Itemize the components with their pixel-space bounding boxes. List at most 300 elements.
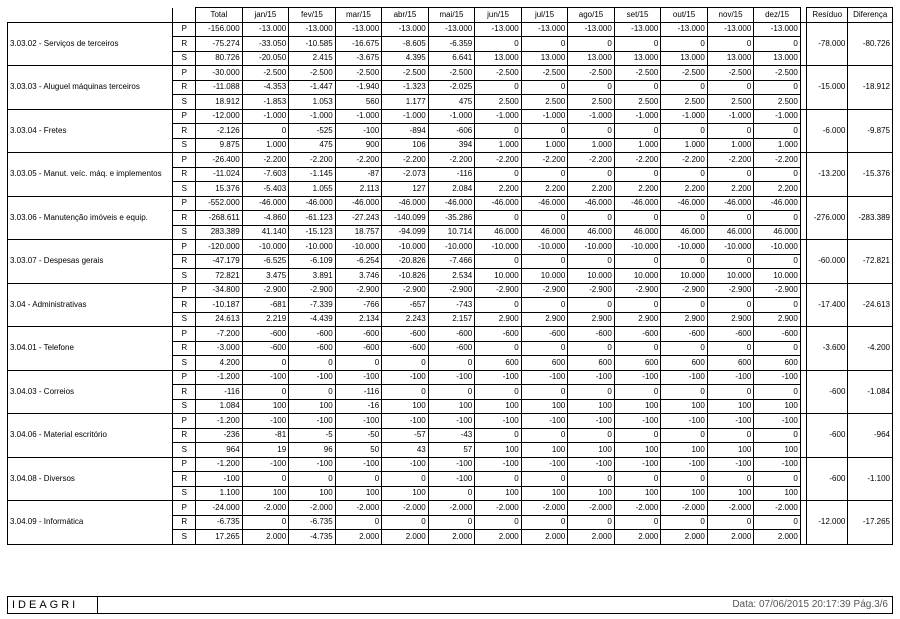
month-cell: -2.500 bbox=[475, 66, 522, 81]
month-cell: -2.000 bbox=[475, 501, 522, 516]
month-cell: -2.000 bbox=[661, 501, 708, 516]
month-cell: -5 bbox=[289, 428, 336, 443]
total-cell: 24.613 bbox=[196, 312, 243, 327]
month-cell: -7.603 bbox=[242, 167, 289, 182]
month-cell: -2.025 bbox=[428, 80, 475, 95]
month-cell: 10.714 bbox=[428, 225, 475, 240]
month-cell: -140.099 bbox=[382, 211, 429, 226]
month-cell: -10.000 bbox=[242, 240, 289, 255]
month-cell: -4.353 bbox=[242, 80, 289, 95]
month-cell: 0 bbox=[614, 211, 661, 226]
month-cell: 0 bbox=[521, 298, 568, 313]
table-row bbox=[8, 240, 893, 255]
month-cell: -100 bbox=[661, 414, 708, 429]
residuo-cell bbox=[807, 414, 848, 429]
diferenca-cell bbox=[848, 240, 893, 255]
col-mai: mai/15 bbox=[428, 8, 475, 23]
month-cell: -600 bbox=[335, 341, 382, 356]
total-cell: -6.735 bbox=[196, 515, 243, 530]
row-type: P bbox=[173, 66, 196, 81]
month-cell: -600 bbox=[335, 327, 382, 342]
residuo-cell bbox=[807, 66, 848, 81]
month-cell: -1.000 bbox=[614, 109, 661, 124]
total-cell: 4.200 bbox=[196, 356, 243, 371]
residuo-cell bbox=[807, 153, 848, 168]
month-cell: 0 bbox=[475, 341, 522, 356]
month-cell: -2.000 bbox=[568, 501, 615, 516]
month-cell: -100 bbox=[754, 457, 801, 472]
col-dez: dez/15 bbox=[754, 8, 801, 23]
month-cell: 100 bbox=[568, 399, 615, 414]
row-type: P bbox=[173, 283, 196, 298]
month-cell: -600 bbox=[614, 327, 661, 342]
month-cell: 0 bbox=[289, 356, 336, 371]
month-cell: -1.145 bbox=[289, 167, 336, 182]
total-cell: 80.726 bbox=[196, 51, 243, 66]
month-cell: 96 bbox=[289, 443, 336, 458]
diferenca-cell: -72.821 bbox=[848, 254, 893, 269]
month-cell: -1.000 bbox=[289, 109, 336, 124]
account-label: 3.03.07 - Despesas gerais bbox=[8, 240, 173, 284]
col-mar: mar/15 bbox=[335, 8, 382, 23]
residuo-cell: -15.000 bbox=[807, 80, 848, 95]
month-cell: -600 bbox=[521, 327, 568, 342]
month-cell: -100 bbox=[568, 414, 615, 429]
total-cell: -1.200 bbox=[196, 457, 243, 472]
month-cell: 0 bbox=[614, 515, 661, 530]
month-cell: 560 bbox=[335, 95, 382, 110]
month-cell: 0 bbox=[754, 298, 801, 313]
diferenca-cell bbox=[848, 501, 893, 516]
total-cell: -30.000 bbox=[196, 66, 243, 81]
total-cell: -100 bbox=[196, 472, 243, 487]
diferenca-cell bbox=[848, 182, 893, 197]
month-cell: -5.403 bbox=[242, 182, 289, 197]
month-cell: 2.000 bbox=[428, 530, 475, 545]
row-type: P bbox=[173, 414, 196, 429]
month-cell: -100 bbox=[335, 457, 382, 472]
diferenca-cell bbox=[848, 530, 893, 545]
diferenca-cell: -18.912 bbox=[848, 80, 893, 95]
table-row bbox=[8, 196, 893, 211]
row-type: R bbox=[173, 37, 196, 52]
month-cell: 6.641 bbox=[428, 51, 475, 66]
month-cell: 0 bbox=[475, 298, 522, 313]
month-cell: 0 bbox=[661, 211, 708, 226]
month-cell: 0 bbox=[475, 167, 522, 182]
month-cell: -33.050 bbox=[242, 37, 289, 52]
month-cell: -100 bbox=[335, 124, 382, 139]
account-label: 3.03.04 - Fretes bbox=[8, 109, 173, 153]
month-cell: 0 bbox=[707, 515, 754, 530]
month-cell: 127 bbox=[382, 182, 429, 197]
month-cell: 0 bbox=[707, 37, 754, 52]
month-cell: 0 bbox=[382, 356, 429, 371]
month-cell: 0 bbox=[475, 80, 522, 95]
month-cell: -16 bbox=[335, 399, 382, 414]
total-cell: -3.000 bbox=[196, 341, 243, 356]
month-cell: -2.900 bbox=[475, 283, 522, 298]
month-cell: -2.073 bbox=[382, 167, 429, 182]
col-jan: jan/15 bbox=[242, 8, 289, 23]
month-cell: -743 bbox=[428, 298, 475, 313]
residuo-cell bbox=[807, 457, 848, 472]
total-cell: -24.000 bbox=[196, 501, 243, 516]
table-row bbox=[8, 370, 893, 385]
month-cell: 600 bbox=[754, 356, 801, 371]
month-cell: -1.853 bbox=[242, 95, 289, 110]
diferenca-cell: -17.265 bbox=[848, 515, 893, 530]
month-cell: -8.605 bbox=[382, 37, 429, 52]
month-cell: -100 bbox=[521, 457, 568, 472]
month-cell: 0 bbox=[521, 341, 568, 356]
month-cell: 0 bbox=[707, 428, 754, 443]
row-type: R bbox=[173, 298, 196, 313]
row-type: S bbox=[173, 182, 196, 197]
month-cell: 600 bbox=[568, 356, 615, 371]
month-cell: -1.000 bbox=[428, 109, 475, 124]
residuo-cell bbox=[807, 283, 848, 298]
month-cell: -10.000 bbox=[428, 240, 475, 255]
account-label: 3.03.05 - Manut. veíc. máq. e implementos bbox=[8, 153, 173, 197]
month-cell: -100 bbox=[289, 370, 336, 385]
month-cell: 2.500 bbox=[707, 95, 754, 110]
col-diferenca: Diferença bbox=[848, 8, 893, 23]
month-cell: -46.000 bbox=[614, 196, 661, 211]
month-cell: 2.200 bbox=[707, 182, 754, 197]
col-nov: nov/15 bbox=[707, 8, 754, 23]
month-cell: -35.286 bbox=[428, 211, 475, 226]
month-cell: -100 bbox=[475, 370, 522, 385]
diferenca-cell: -1.100 bbox=[848, 472, 893, 487]
month-cell: 0 bbox=[614, 472, 661, 487]
month-cell: 4.395 bbox=[382, 51, 429, 66]
month-cell: -100 bbox=[661, 457, 708, 472]
residuo-cell: -78.000 bbox=[807, 37, 848, 52]
month-cell: 2.000 bbox=[242, 530, 289, 545]
month-cell: -6.359 bbox=[428, 37, 475, 52]
diferenca-cell bbox=[848, 486, 893, 501]
diferenca-cell: -1.084 bbox=[848, 385, 893, 400]
month-cell: -46.000 bbox=[475, 196, 522, 211]
diferenca-cell bbox=[848, 153, 893, 168]
month-cell: 0 bbox=[707, 254, 754, 269]
month-cell: 3.475 bbox=[242, 269, 289, 284]
month-cell: 0 bbox=[475, 515, 522, 530]
diferenca-cell bbox=[848, 51, 893, 66]
month-cell: 46.000 bbox=[661, 225, 708, 240]
row-type: S bbox=[173, 269, 196, 284]
diferenca-cell bbox=[848, 269, 893, 284]
month-cell: 57 bbox=[428, 443, 475, 458]
diferenca-cell: -15.376 bbox=[848, 167, 893, 182]
month-cell: 0 bbox=[428, 486, 475, 501]
month-cell: 100 bbox=[707, 443, 754, 458]
month-cell: -1.447 bbox=[289, 80, 336, 95]
month-cell: -100 bbox=[428, 457, 475, 472]
residuo-cell bbox=[807, 356, 848, 371]
table-row bbox=[8, 457, 893, 472]
month-cell: 0 bbox=[242, 385, 289, 400]
month-cell: -100 bbox=[661, 370, 708, 385]
month-cell: 0 bbox=[754, 515, 801, 530]
month-cell: 2.200 bbox=[475, 182, 522, 197]
month-cell: -100 bbox=[568, 457, 615, 472]
month-cell: 0 bbox=[661, 472, 708, 487]
row-type: P bbox=[173, 22, 196, 37]
month-cell: -1.000 bbox=[707, 109, 754, 124]
month-cell: 10.000 bbox=[475, 269, 522, 284]
residuo-cell bbox=[807, 109, 848, 124]
month-cell: 600 bbox=[614, 356, 661, 371]
month-cell: -1.323 bbox=[382, 80, 429, 95]
month-cell: -13.000 bbox=[661, 22, 708, 37]
month-cell: 100 bbox=[614, 443, 661, 458]
month-cell: 0 bbox=[754, 37, 801, 52]
month-cell: -2.500 bbox=[614, 66, 661, 81]
diferenca-cell: -283.389 bbox=[848, 211, 893, 226]
month-cell: 475 bbox=[289, 138, 336, 153]
account-label: 3.04.01 - Telefone bbox=[8, 327, 173, 371]
month-cell: -100 bbox=[521, 414, 568, 429]
month-cell: 394 bbox=[428, 138, 475, 153]
residuo-cell: -600 bbox=[807, 428, 848, 443]
total-cell: -2.126 bbox=[196, 124, 243, 139]
row-type: S bbox=[173, 225, 196, 240]
month-cell: -600 bbox=[428, 341, 475, 356]
month-cell: 0 bbox=[661, 124, 708, 139]
month-cell: 1.177 bbox=[382, 95, 429, 110]
month-cell: 2.200 bbox=[614, 182, 661, 197]
total-cell: 9.875 bbox=[196, 138, 243, 153]
month-cell: -600 bbox=[428, 327, 475, 342]
month-cell: -2.200 bbox=[382, 153, 429, 168]
month-cell: -600 bbox=[661, 327, 708, 342]
month-cell: 0 bbox=[521, 37, 568, 52]
month-cell: -100 bbox=[707, 370, 754, 385]
month-cell: -2.000 bbox=[242, 501, 289, 516]
month-cell: 0 bbox=[614, 167, 661, 182]
month-cell: -100 bbox=[521, 370, 568, 385]
table-row bbox=[8, 414, 893, 429]
report-footer bbox=[7, 596, 893, 614]
month-cell: 100 bbox=[521, 443, 568, 458]
month-cell: -894 bbox=[382, 124, 429, 139]
month-cell: 0 bbox=[614, 385, 661, 400]
month-cell: -2.900 bbox=[521, 283, 568, 298]
month-cell: -1.000 bbox=[754, 109, 801, 124]
month-cell: -2.500 bbox=[707, 66, 754, 81]
month-cell: 100 bbox=[289, 399, 336, 414]
report-body bbox=[8, 22, 893, 544]
month-cell: 100 bbox=[242, 399, 289, 414]
month-cell: -600 bbox=[475, 327, 522, 342]
total-cell: -47.179 bbox=[196, 254, 243, 269]
month-cell: -2.200 bbox=[661, 153, 708, 168]
month-cell: 0 bbox=[568, 298, 615, 313]
month-cell: -100 bbox=[242, 370, 289, 385]
month-cell: -100 bbox=[614, 414, 661, 429]
company-logo: IDEAGRI bbox=[8, 597, 98, 613]
residuo-cell: -17.400 bbox=[807, 298, 848, 313]
month-cell: 2.900 bbox=[614, 312, 661, 327]
month-cell: -100 bbox=[707, 414, 754, 429]
month-cell: -4.860 bbox=[242, 211, 289, 226]
month-cell: 3.891 bbox=[289, 269, 336, 284]
table-row bbox=[8, 501, 893, 516]
residuo-cell: -13.200 bbox=[807, 167, 848, 182]
month-cell: 1.000 bbox=[475, 138, 522, 153]
residuo-cell: -600 bbox=[807, 385, 848, 400]
col-ago: ago/15 bbox=[568, 8, 615, 23]
month-cell: -10.000 bbox=[289, 240, 336, 255]
month-cell: 2.084 bbox=[428, 182, 475, 197]
month-cell: 100 bbox=[382, 486, 429, 501]
month-cell: 100 bbox=[754, 399, 801, 414]
month-cell: 100 bbox=[521, 399, 568, 414]
month-cell: 100 bbox=[335, 486, 382, 501]
month-cell: 0 bbox=[382, 472, 429, 487]
month-cell: -2.200 bbox=[521, 153, 568, 168]
month-cell: -50 bbox=[335, 428, 382, 443]
month-cell: -681 bbox=[242, 298, 289, 313]
month-cell: 0 bbox=[707, 124, 754, 139]
row-type: R bbox=[173, 385, 196, 400]
month-cell: 2.900 bbox=[475, 312, 522, 327]
col-out: out/15 bbox=[661, 8, 708, 23]
row-type: P bbox=[173, 196, 196, 211]
month-cell: -1.000 bbox=[661, 109, 708, 124]
total-cell: -1.200 bbox=[196, 414, 243, 429]
month-cell: 100 bbox=[428, 399, 475, 414]
month-cell: 2.900 bbox=[661, 312, 708, 327]
month-cell: 0 bbox=[707, 298, 754, 313]
month-cell: 19 bbox=[242, 443, 289, 458]
month-cell: 0 bbox=[754, 211, 801, 226]
month-cell: -600 bbox=[242, 341, 289, 356]
diferenca-cell bbox=[848, 414, 893, 429]
col-total: Total bbox=[196, 8, 243, 23]
month-cell: 0 bbox=[661, 37, 708, 52]
row-type: S bbox=[173, 399, 196, 414]
account-label: 3.04.08 - Diversos bbox=[8, 457, 173, 501]
total-cell: 18.912 bbox=[196, 95, 243, 110]
month-cell: 2.000 bbox=[661, 530, 708, 545]
month-cell: 18.757 bbox=[335, 225, 382, 240]
diferenca-cell: -9.875 bbox=[848, 124, 893, 139]
month-cell: -13.000 bbox=[242, 22, 289, 37]
month-cell: -1.000 bbox=[242, 109, 289, 124]
month-cell: -100 bbox=[707, 457, 754, 472]
month-cell: -7.466 bbox=[428, 254, 475, 269]
month-cell: 100 bbox=[475, 486, 522, 501]
month-cell: -2.900 bbox=[707, 283, 754, 298]
month-cell: -46.000 bbox=[707, 196, 754, 211]
month-cell: 3.746 bbox=[335, 269, 382, 284]
row-type: R bbox=[173, 80, 196, 95]
row-type: R bbox=[173, 472, 196, 487]
month-cell: -94.099 bbox=[382, 225, 429, 240]
residuo-cell bbox=[807, 269, 848, 284]
diferenca-cell bbox=[848, 399, 893, 414]
month-cell: -100 bbox=[242, 414, 289, 429]
month-cell: 10.000 bbox=[754, 269, 801, 284]
month-cell: -10.000 bbox=[335, 240, 382, 255]
diferenca-cell bbox=[848, 457, 893, 472]
month-cell: -100 bbox=[242, 457, 289, 472]
month-cell: -600 bbox=[382, 341, 429, 356]
month-cell: 2.000 bbox=[335, 530, 382, 545]
month-cell: 0 bbox=[475, 211, 522, 226]
month-cell: 46.000 bbox=[568, 225, 615, 240]
report-date-page: Data: 07/06/2015 20:17:39 Pág.3/6 bbox=[732, 599, 888, 610]
month-cell: 0 bbox=[568, 428, 615, 443]
month-cell: 0 bbox=[521, 428, 568, 443]
month-cell: -100 bbox=[428, 370, 475, 385]
residuo-cell bbox=[807, 95, 848, 110]
month-cell: 0 bbox=[614, 341, 661, 356]
month-cell: -2.500 bbox=[754, 66, 801, 81]
residuo-cell: -276.000 bbox=[807, 211, 848, 226]
month-cell: 100 bbox=[475, 399, 522, 414]
total-cell: -268.611 bbox=[196, 211, 243, 226]
month-cell: 13.000 bbox=[521, 51, 568, 66]
month-cell: -100 bbox=[335, 414, 382, 429]
month-cell: 2.000 bbox=[382, 530, 429, 545]
month-cell: -1.940 bbox=[335, 80, 382, 95]
month-cell: -4.735 bbox=[289, 530, 336, 545]
month-cell: 0 bbox=[614, 124, 661, 139]
month-cell: -10.826 bbox=[382, 269, 429, 284]
month-cell: -2.900 bbox=[289, 283, 336, 298]
month-cell: 2.157 bbox=[428, 312, 475, 327]
table-row bbox=[8, 283, 893, 298]
month-cell: -2.900 bbox=[242, 283, 289, 298]
month-cell: 2.000 bbox=[475, 530, 522, 545]
month-cell: -1.000 bbox=[382, 109, 429, 124]
month-cell: 13.000 bbox=[614, 51, 661, 66]
month-cell: 13.000 bbox=[475, 51, 522, 66]
month-cell: -3.675 bbox=[335, 51, 382, 66]
month-cell: 2.500 bbox=[568, 95, 615, 110]
table-row bbox=[8, 22, 893, 37]
month-cell: 0 bbox=[475, 385, 522, 400]
month-cell: 0 bbox=[475, 124, 522, 139]
row-type: S bbox=[173, 486, 196, 501]
row-type: P bbox=[173, 370, 196, 385]
total-cell: -7.200 bbox=[196, 327, 243, 342]
month-cell: -100 bbox=[382, 370, 429, 385]
month-cell: -116 bbox=[428, 167, 475, 182]
month-cell: 0 bbox=[754, 341, 801, 356]
month-cell: -766 bbox=[335, 298, 382, 313]
month-cell: -2.500 bbox=[428, 66, 475, 81]
month-cell: -100 bbox=[428, 414, 475, 429]
month-cell: 46.000 bbox=[521, 225, 568, 240]
header-row bbox=[8, 8, 893, 23]
month-cell: -10.585 bbox=[289, 37, 336, 52]
month-cell: 2.243 bbox=[382, 312, 429, 327]
month-cell: 0 bbox=[521, 254, 568, 269]
month-cell: 1.000 bbox=[754, 138, 801, 153]
month-cell: 0 bbox=[335, 356, 382, 371]
residuo-cell bbox=[807, 240, 848, 255]
month-cell: 0 bbox=[242, 356, 289, 371]
month-cell: 900 bbox=[335, 138, 382, 153]
total-cell: 72.821 bbox=[196, 269, 243, 284]
account-label: 3.04.03 - Correios bbox=[8, 370, 173, 414]
month-cell: 13.000 bbox=[661, 51, 708, 66]
